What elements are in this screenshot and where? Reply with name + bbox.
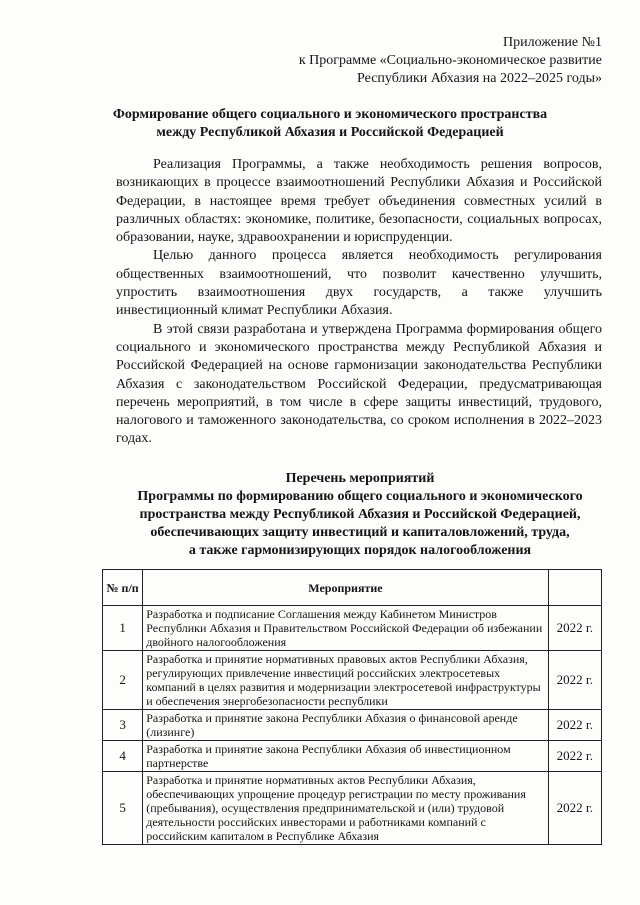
- table-row: [103, 772, 602, 845]
- annex-line-1: Приложение №1: [503, 35, 602, 50]
- table-row: [103, 606, 602, 651]
- row-event: Разработка и принятие нормативных актов Республики Абхазия, обеспечивающих упрощение процедур регистрации по месту проживания (пребывания), осуществления предпринимательской и (или) трудовой деятельности российских инвесторами и работниками компаний с российским капиталом в Республике Абхазия: [143, 772, 548, 845]
- row-event: Разработка и принятие закона Республики Абхазия о финансовой аренде (лизинге): [143, 710, 548, 741]
- annex-line-2: к Программе «Социально-экономическое развитие: [298, 53, 602, 68]
- row-event: Разработка и подписание Соглашения между Кабинетом Министров Республики Абхазия и Правительством Российской Федерации об избежании двойного налогообложения: [143, 606, 548, 651]
- annex-line-3: Республики Абхазия на 2022–2025 годы»: [357, 71, 602, 86]
- table-header-row: [103, 570, 602, 606]
- list-title-line-1: Перечень мероприятий: [285, 471, 435, 486]
- row-number: 1: [103, 606, 143, 651]
- row-number: 3: [103, 710, 143, 741]
- list-title-line-4: обеспечивающих защиту инвестиций и капиталовложений, труда,: [150, 525, 570, 540]
- table-row: [103, 651, 602, 710]
- annex-header: [299, 34, 602, 88]
- row-year: 2022 г.: [548, 772, 601, 845]
- table-row: [103, 710, 602, 741]
- document-body: [116, 156, 602, 449]
- list-title-line-5: а также гармонизирующих порядок налогообложения: [188, 543, 532, 558]
- list-title-line-2: Программы по формированию общего социального и экономического: [137, 489, 583, 504]
- header-event: Мероприятие: [143, 570, 548, 606]
- row-year: 2022 г.: [548, 651, 601, 710]
- paragraph-2: Целью данного процесса является необходимость регулирования общественных взаимоотношений, что позволит качественно улучшить, упростить взаимоотношения двух государств, а также улучшить инвестиционный климат Республики Абхазия.: [116, 248, 602, 319]
- row-year: 2022 г.: [548, 710, 601, 741]
- row-year: 2022 г.: [548, 741, 601, 772]
- table-row: [103, 741, 602, 772]
- row-event: Разработка и принятие нормативных правовых актов Республики Абхазия, регулирующих привлечение инвестиций российских электросетевых компаний в целях развития и модернизации электросетевой инфраструктуры и обеспечения энергобезопасности республики: [143, 651, 548, 710]
- paragraph-1: Реализация Программы, а также необходимость решения вопросов, возникающих в процессе взаимоотношений Республики Абхазия и Российской Федерации, в настоящее время требует объединения совместных усилий в различных областях: экономике, политике, безопасности, социальных вопросах, образовании, науке, здравоохранении и юриспруденции.: [116, 157, 602, 246]
- header-year: [548, 570, 601, 606]
- title-line-2: между Республикой Абхазия и Российской Федерацией: [156, 125, 504, 140]
- title-line-1: Формирование общего социального и экономического пространства: [112, 107, 548, 122]
- row-number: 2: [103, 651, 143, 710]
- row-event: Разработка и принятие закона Республики Абхазия об инвестиционном партнерстве: [143, 741, 548, 772]
- document-title: [60, 106, 600, 142]
- list-title-line-3: пространства между Республикой Абхазия и Российской Федерацией,: [139, 507, 581, 522]
- row-year: 2022 г.: [548, 606, 601, 651]
- row-number: 5: [103, 772, 143, 845]
- header-number: № п/п: [103, 570, 143, 606]
- paragraph-3: В этой связи разработана и утверждена Программа формирования общего социального и экономического пространства между Республикой Абхазия и Российской Федерацией на основе гармонизации законодательства Республики Абхазия с законодательством Российской Федерации, предусматривающая перечень мероприятий, в том числе в сфере защиты инвестиций, трудового, налогового и таможенного законодательства, со сроком исполнения в 2022–2023 годах.: [116, 321, 602, 447]
- measures-table: [102, 569, 602, 845]
- list-title: [90, 470, 630, 560]
- row-number: 4: [103, 741, 143, 772]
